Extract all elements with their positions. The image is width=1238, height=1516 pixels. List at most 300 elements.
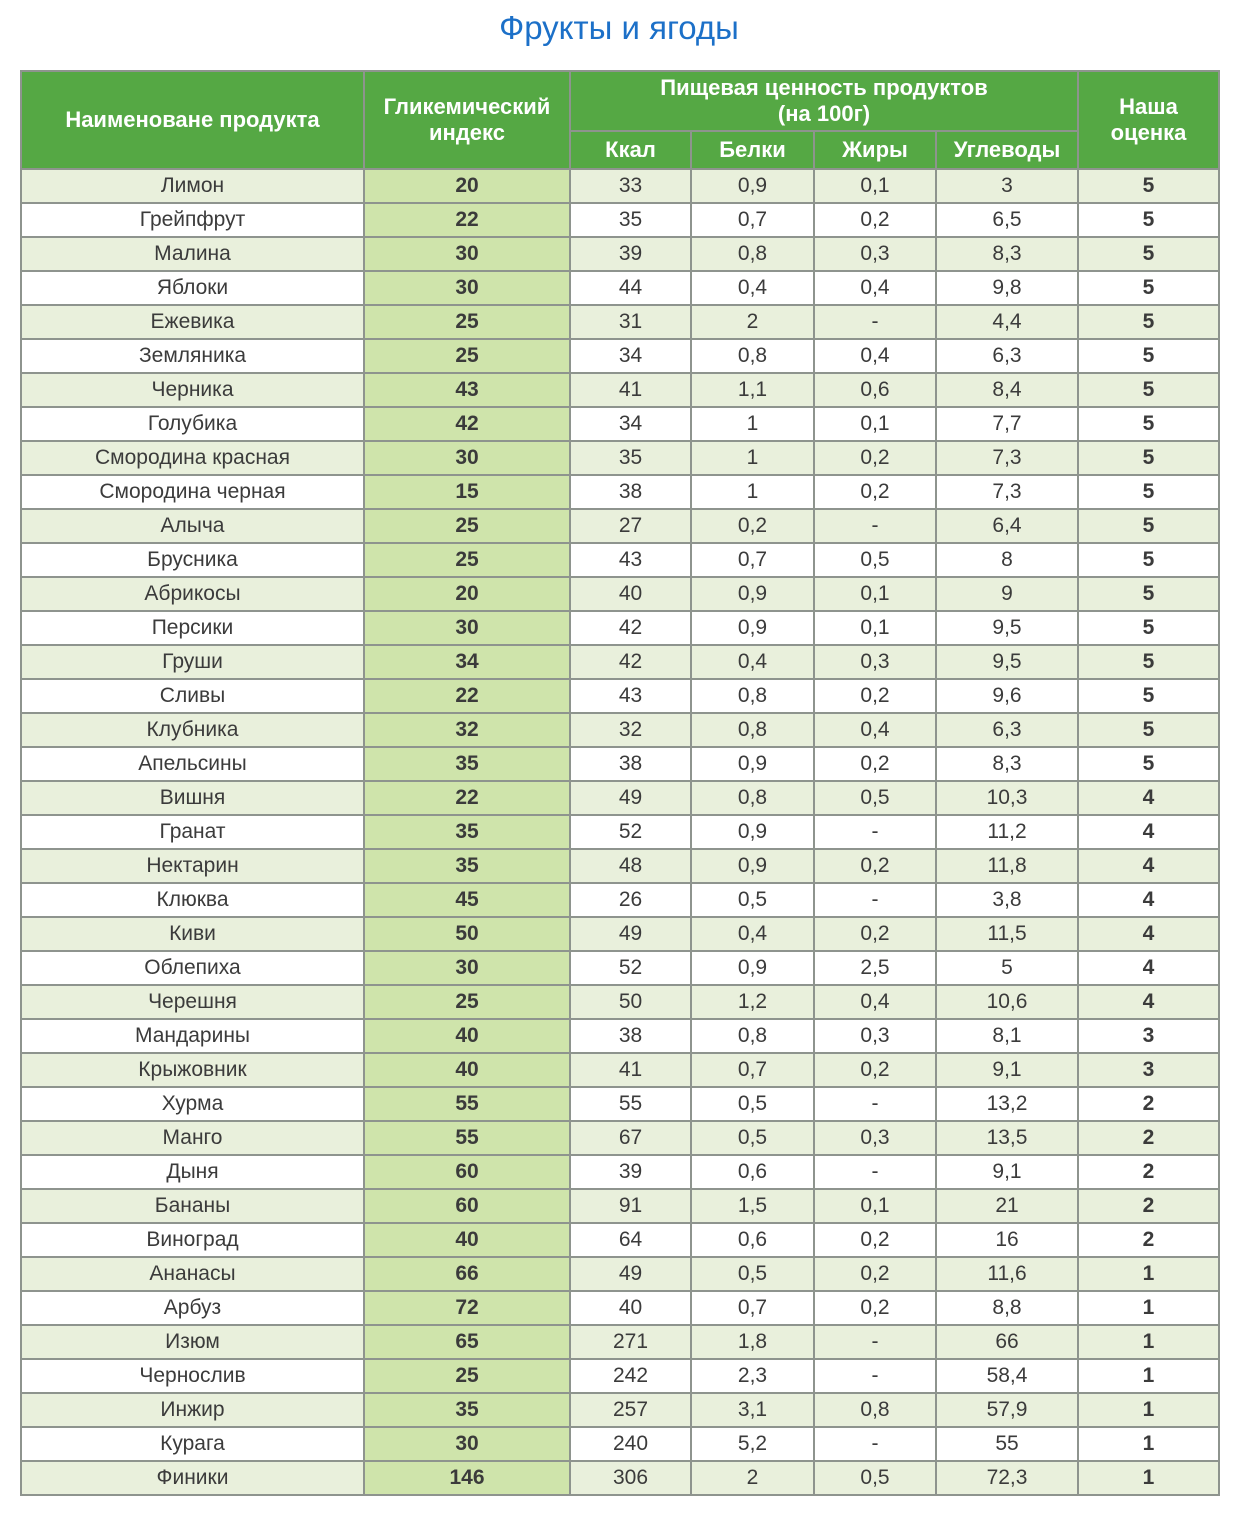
fat-cell: -	[814, 815, 936, 849]
table-row	[21, 849, 1219, 883]
rating-cell: 4	[1078, 951, 1219, 985]
table-row	[21, 1325, 1219, 1359]
table-row	[21, 1155, 1219, 1189]
product-name-cell: Вишня	[21, 781, 364, 815]
gi-cell: 42	[364, 407, 570, 441]
gi-cell: 72	[364, 1291, 570, 1325]
kcal-cell: 26	[570, 883, 691, 917]
fat-cell: -	[814, 1087, 936, 1121]
protein-cell: 0,7	[691, 1291, 814, 1325]
gi-cell: 55	[364, 1121, 570, 1155]
protein-cell: 0,5	[691, 1087, 814, 1121]
fat-cell: 0,2	[814, 441, 936, 475]
carbs-cell: 9,5	[936, 645, 1078, 679]
fat-cell: -	[814, 1325, 936, 1359]
table-row	[21, 373, 1219, 407]
gi-cell: 25	[364, 509, 570, 543]
kcal-cell: 39	[570, 237, 691, 271]
rating-cell: 5	[1078, 305, 1219, 339]
protein-cell: 1,2	[691, 985, 814, 1019]
gi-cell: 20	[364, 169, 570, 203]
kcal-cell: 39	[570, 1155, 691, 1189]
header-glycemic-index: Гликемический индекс	[364, 71, 570, 169]
carbs-cell: 13,2	[936, 1087, 1078, 1121]
kcal-cell: 41	[570, 373, 691, 407]
product-name-cell: Смородина красная	[21, 441, 364, 475]
header-nutrition-group	[570, 71, 1078, 131]
carbs-cell: 11,5	[936, 917, 1078, 951]
kcal-cell: 35	[570, 441, 691, 475]
carbs-cell: 6,3	[936, 713, 1078, 747]
carbs-cell: 9,8	[936, 271, 1078, 305]
fat-cell: 0,5	[814, 1461, 936, 1495]
rating-cell: 3	[1078, 1019, 1219, 1053]
carbs-cell: 16	[936, 1223, 1078, 1257]
carbs-cell: 9,6	[936, 679, 1078, 713]
table-row	[21, 645, 1219, 679]
table-row	[21, 475, 1219, 509]
kcal-cell: 34	[570, 407, 691, 441]
rating-cell: 5	[1078, 407, 1219, 441]
rating-cell: 4	[1078, 849, 1219, 883]
protein-cell: 0,8	[691, 237, 814, 271]
gi-cell: 35	[364, 815, 570, 849]
carbs-cell: 8	[936, 543, 1078, 577]
product-name-cell: Клюква	[21, 883, 364, 917]
gi-cell: 45	[364, 883, 570, 917]
gi-cell: 25	[364, 543, 570, 577]
table-row	[21, 237, 1219, 271]
product-name-cell: Алыча	[21, 509, 364, 543]
gi-cell: 65	[364, 1325, 570, 1359]
gi-cell: 25	[364, 305, 570, 339]
table-row	[21, 1393, 1219, 1427]
protein-cell: 0,8	[691, 339, 814, 373]
rating-cell: 4	[1078, 815, 1219, 849]
rating-cell: 4	[1078, 781, 1219, 815]
rating-cell: 3	[1078, 1053, 1219, 1087]
table-row	[21, 441, 1219, 475]
fat-cell: 0,3	[814, 645, 936, 679]
protein-cell: 0,8	[691, 1019, 814, 1053]
fat-cell: 2,5	[814, 951, 936, 985]
fat-cell: -	[814, 305, 936, 339]
protein-cell: 0,9	[691, 577, 814, 611]
protein-cell: 1	[691, 441, 814, 475]
rating-cell: 4	[1078, 883, 1219, 917]
protein-cell: 0,4	[691, 645, 814, 679]
product-name-cell: Крыжовник	[21, 1053, 364, 1087]
fat-cell: 0,2	[814, 1257, 936, 1291]
kcal-cell: 40	[570, 577, 691, 611]
product-name-cell: Абрикосы	[21, 577, 364, 611]
gi-cell: 22	[364, 781, 570, 815]
table-row	[21, 1461, 1219, 1495]
rating-cell: 4	[1078, 985, 1219, 1019]
kcal-cell: 44	[570, 271, 691, 305]
fat-cell: -	[814, 883, 936, 917]
header-carbs: Углеводы	[936, 131, 1078, 169]
gi-cell: 30	[364, 271, 570, 305]
rating-cell: 1	[1078, 1359, 1219, 1393]
fat-cell: 0,3	[814, 1019, 936, 1053]
fat-cell: 0,6	[814, 373, 936, 407]
rating-cell: 5	[1078, 271, 1219, 305]
carbs-cell: 7,3	[936, 475, 1078, 509]
carbs-cell: 11,8	[936, 849, 1078, 883]
kcal-cell: 41	[570, 1053, 691, 1087]
table-row	[21, 543, 1219, 577]
gi-cell: 50	[364, 917, 570, 951]
protein-cell: 0,9	[691, 169, 814, 203]
protein-cell: 3,1	[691, 1393, 814, 1427]
product-name-cell: Облепиха	[21, 951, 364, 985]
product-name-cell: Брусника	[21, 543, 364, 577]
kcal-cell: 48	[570, 849, 691, 883]
fat-cell: 0,5	[814, 543, 936, 577]
gi-cell: 15	[364, 475, 570, 509]
protein-cell: 0,8	[691, 679, 814, 713]
product-name-cell: Черешня	[21, 985, 364, 1019]
header-nutrition-group-line2: (на 100г)	[777, 101, 871, 126]
kcal-cell: 49	[570, 917, 691, 951]
table-row	[21, 1019, 1219, 1053]
rating-cell: 5	[1078, 543, 1219, 577]
protein-cell: 0,8	[691, 713, 814, 747]
protein-cell: 0,5	[691, 1121, 814, 1155]
table-row	[21, 1189, 1219, 1223]
product-name-cell: Черника	[21, 373, 364, 407]
fat-cell: 0,2	[814, 1053, 936, 1087]
fat-cell: 0,2	[814, 679, 936, 713]
gi-cell: 66	[364, 1257, 570, 1291]
gi-cell: 32	[364, 713, 570, 747]
gi-cell: 30	[364, 611, 570, 645]
rating-cell: 5	[1078, 339, 1219, 373]
table-row	[21, 883, 1219, 917]
carbs-cell: 9	[936, 577, 1078, 611]
carbs-cell: 8,8	[936, 1291, 1078, 1325]
rating-cell: 1	[1078, 1291, 1219, 1325]
fat-cell: 0,3	[814, 237, 936, 271]
product-name-cell: Арбуз	[21, 1291, 364, 1325]
rating-cell: 2	[1078, 1121, 1219, 1155]
kcal-cell: 38	[570, 747, 691, 781]
gi-cell: 30	[364, 951, 570, 985]
kcal-cell: 33	[570, 169, 691, 203]
protein-cell: 0,8	[691, 781, 814, 815]
gi-cell: 30	[364, 441, 570, 475]
gi-cell: 43	[364, 373, 570, 407]
product-name-cell: Дыня	[21, 1155, 364, 1189]
page-title: Фрукты и ягоды	[499, 9, 739, 46]
rating-cell: 5	[1078, 441, 1219, 475]
carbs-cell: 11,2	[936, 815, 1078, 849]
protein-cell: 0,7	[691, 543, 814, 577]
protein-cell: 0,6	[691, 1155, 814, 1189]
header-rating: Наша оценка	[1078, 71, 1219, 169]
product-name-cell: Грейпфрут	[21, 203, 364, 237]
kcal-cell: 38	[570, 1019, 691, 1053]
table-row	[21, 713, 1219, 747]
product-name-cell: Груши	[21, 645, 364, 679]
table-row	[21, 815, 1219, 849]
carbs-cell: 10,3	[936, 781, 1078, 815]
carbs-cell: 8,4	[936, 373, 1078, 407]
table-row	[21, 271, 1219, 305]
carbs-cell: 8,3	[936, 237, 1078, 271]
rating-cell: 5	[1078, 577, 1219, 611]
product-name-cell: Персики	[21, 611, 364, 645]
carbs-cell: 58,4	[936, 1359, 1078, 1393]
product-name-cell: Чернослив	[21, 1359, 364, 1393]
carbs-cell: 57,9	[936, 1393, 1078, 1427]
product-name-cell: Апельсины	[21, 747, 364, 781]
protein-cell: 1,1	[691, 373, 814, 407]
header-protein: Белки	[691, 131, 814, 169]
protein-cell: 1,5	[691, 1189, 814, 1223]
kcal-cell: 38	[570, 475, 691, 509]
table-row	[21, 577, 1219, 611]
product-name-cell: Сливы	[21, 679, 364, 713]
kcal-cell: 40	[570, 1291, 691, 1325]
protein-cell: 2,3	[691, 1359, 814, 1393]
gi-cell: 20	[364, 577, 570, 611]
fat-cell: 0,2	[814, 849, 936, 883]
protein-cell: 0,4	[691, 917, 814, 951]
kcal-cell: 306	[570, 1461, 691, 1495]
product-name-cell: Малина	[21, 237, 364, 271]
protein-cell: 0,9	[691, 747, 814, 781]
gi-cell: 40	[364, 1019, 570, 1053]
table-row	[21, 305, 1219, 339]
fat-cell: 0,3	[814, 1121, 936, 1155]
gi-cell: 35	[364, 747, 570, 781]
product-name-cell: Манго	[21, 1121, 364, 1155]
carbs-cell: 6,4	[936, 509, 1078, 543]
gi-cell: 35	[364, 1393, 570, 1427]
kcal-cell: 49	[570, 1257, 691, 1291]
rating-cell: 5	[1078, 169, 1219, 203]
rating-cell: 5	[1078, 679, 1219, 713]
carbs-cell: 9,1	[936, 1053, 1078, 1087]
kcal-cell: 242	[570, 1359, 691, 1393]
product-name-cell: Мандарины	[21, 1019, 364, 1053]
protein-cell: 1	[691, 475, 814, 509]
product-name-cell: Киви	[21, 917, 364, 951]
table-row	[21, 509, 1219, 543]
carbs-cell: 7,7	[936, 407, 1078, 441]
gi-cell: 60	[364, 1189, 570, 1223]
fat-cell: 0,4	[814, 713, 936, 747]
product-name-cell: Хурма	[21, 1087, 364, 1121]
rating-cell: 5	[1078, 509, 1219, 543]
fat-cell: 0,1	[814, 611, 936, 645]
protein-cell: 1	[691, 407, 814, 441]
kcal-cell: 64	[570, 1223, 691, 1257]
table-row	[21, 917, 1219, 951]
protein-cell: 0,2	[691, 509, 814, 543]
carbs-cell: 9,1	[936, 1155, 1078, 1189]
kcal-cell: 271	[570, 1325, 691, 1359]
product-name-cell: Бананы	[21, 1189, 364, 1223]
protein-cell: 2	[691, 1461, 814, 1495]
fat-cell: 0,1	[814, 169, 936, 203]
product-name-cell: Голубика	[21, 407, 364, 441]
carbs-cell: 7,3	[936, 441, 1078, 475]
protein-cell: 0,4	[691, 271, 814, 305]
table-row	[21, 1427, 1219, 1461]
kcal-cell: 91	[570, 1189, 691, 1223]
fat-cell: 0,4	[814, 985, 936, 1019]
protein-cell: 0,9	[691, 611, 814, 645]
kcal-cell: 42	[570, 645, 691, 679]
fat-cell: 0,1	[814, 577, 936, 611]
product-name-cell: Яблоки	[21, 271, 364, 305]
rating-cell: 1	[1078, 1393, 1219, 1427]
rating-cell: 5	[1078, 373, 1219, 407]
table-row	[21, 203, 1219, 237]
header-product: Наименоване продукта	[21, 71, 364, 169]
rating-cell: 5	[1078, 645, 1219, 679]
gi-cell: 30	[364, 237, 570, 271]
rating-cell: 1	[1078, 1257, 1219, 1291]
table-row	[21, 1257, 1219, 1291]
protein-cell: 2	[691, 305, 814, 339]
header-kcal: Ккал	[570, 131, 691, 169]
fat-cell: 0,1	[814, 1189, 936, 1223]
product-name-cell: Ананасы	[21, 1257, 364, 1291]
rating-cell: 4	[1078, 917, 1219, 951]
table-row	[21, 169, 1219, 203]
carbs-cell: 9,5	[936, 611, 1078, 645]
carbs-cell: 55	[936, 1427, 1078, 1461]
rating-cell: 5	[1078, 475, 1219, 509]
fat-cell: -	[814, 1155, 936, 1189]
product-name-cell: Клубника	[21, 713, 364, 747]
protein-cell: 0,9	[691, 849, 814, 883]
gi-cell: 60	[364, 1155, 570, 1189]
fat-cell: 0,2	[814, 203, 936, 237]
header-fat: Жиры	[814, 131, 936, 169]
protein-cell: 0,5	[691, 883, 814, 917]
rating-cell: 5	[1078, 611, 1219, 645]
product-name-cell: Виноград	[21, 1223, 364, 1257]
fat-cell: 0,2	[814, 475, 936, 509]
carbs-cell: 3	[936, 169, 1078, 203]
protein-cell: 5,2	[691, 1427, 814, 1461]
gi-cell: 30	[364, 1427, 570, 1461]
kcal-cell: 32	[570, 713, 691, 747]
carbs-cell: 6,5	[936, 203, 1078, 237]
carbs-cell: 4,4	[936, 305, 1078, 339]
kcal-cell: 67	[570, 1121, 691, 1155]
product-name-cell: Нектарин	[21, 849, 364, 883]
kcal-cell: 240	[570, 1427, 691, 1461]
fat-cell: 0,5	[814, 781, 936, 815]
kcal-cell: 42	[570, 611, 691, 645]
protein-cell: 1,8	[691, 1325, 814, 1359]
table-row	[21, 1223, 1219, 1257]
fat-cell: 0,2	[814, 917, 936, 951]
kcal-cell: 31	[570, 305, 691, 339]
rating-cell: 1	[1078, 1325, 1219, 1359]
kcal-cell: 49	[570, 781, 691, 815]
kcal-cell: 34	[570, 339, 691, 373]
carbs-cell: 3,8	[936, 883, 1078, 917]
fat-cell: 0,1	[814, 407, 936, 441]
carbs-cell: 66	[936, 1325, 1078, 1359]
table-row	[21, 679, 1219, 713]
header-nutrition-group-line1: Пищевая ценность продуктов	[660, 75, 988, 100]
kcal-cell: 27	[570, 509, 691, 543]
rating-cell: 5	[1078, 237, 1219, 271]
rating-cell: 2	[1078, 1223, 1219, 1257]
table-row	[21, 1053, 1219, 1087]
table-row	[21, 1359, 1219, 1393]
table-body	[21, 169, 1219, 1495]
carbs-cell: 8,3	[936, 747, 1078, 781]
gi-cell: 40	[364, 1223, 570, 1257]
kcal-cell: 257	[570, 1393, 691, 1427]
fat-cell: 0,2	[814, 1223, 936, 1257]
table-row	[21, 339, 1219, 373]
product-name-cell: Земляника	[21, 339, 364, 373]
product-name-cell: Смородина черная	[21, 475, 364, 509]
gi-cell: 22	[364, 203, 570, 237]
protein-cell: 0,9	[691, 951, 814, 985]
table-row	[21, 1291, 1219, 1325]
gi-cell: 55	[364, 1087, 570, 1121]
gi-cell: 146	[364, 1461, 570, 1495]
protein-cell: 0,7	[691, 203, 814, 237]
gi-cell: 25	[364, 1359, 570, 1393]
kcal-cell: 50	[570, 985, 691, 1019]
table-row	[21, 407, 1219, 441]
table-row	[21, 1121, 1219, 1155]
gi-cell: 25	[364, 339, 570, 373]
carbs-cell: 5	[936, 951, 1078, 985]
product-name-cell: Гранат	[21, 815, 364, 849]
kcal-cell: 35	[570, 203, 691, 237]
header-row-group	[21, 71, 1219, 131]
gi-cell: 40	[364, 1053, 570, 1087]
carbs-cell: 11,6	[936, 1257, 1078, 1291]
fat-cell: 0,2	[814, 747, 936, 781]
gi-cell: 35	[364, 849, 570, 883]
fat-cell: 0,4	[814, 271, 936, 305]
carbs-cell: 72,3	[936, 1461, 1078, 1495]
gi-cell: 22	[364, 679, 570, 713]
protein-cell: 0,6	[691, 1223, 814, 1257]
table-row	[21, 951, 1219, 985]
fat-cell: -	[814, 1427, 936, 1461]
gi-cell: 34	[364, 645, 570, 679]
kcal-cell: 52	[570, 815, 691, 849]
table-row	[21, 747, 1219, 781]
product-name-cell: Курага	[21, 1427, 364, 1461]
rating-cell: 5	[1078, 747, 1219, 781]
protein-cell: 0,5	[691, 1257, 814, 1291]
kcal-cell: 43	[570, 679, 691, 713]
table-row	[21, 611, 1219, 645]
rating-cell: 2	[1078, 1189, 1219, 1223]
rating-cell: 5	[1078, 713, 1219, 747]
table-header	[21, 71, 1219, 169]
product-name-cell: Лимон	[21, 169, 364, 203]
rating-cell: 5	[1078, 203, 1219, 237]
table-row	[21, 1087, 1219, 1121]
